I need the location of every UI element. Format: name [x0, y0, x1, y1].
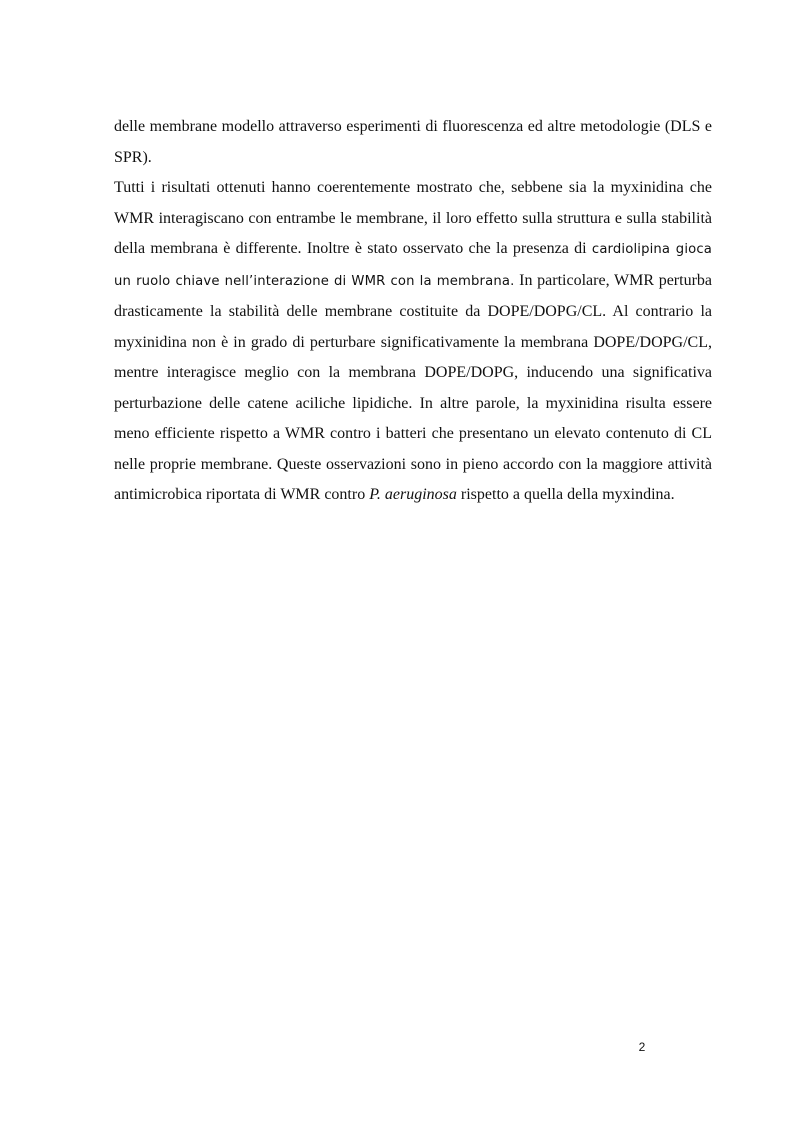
results-text-end: rispetto a quella della myxindina.	[456, 486, 675, 503]
species-name: P. aeruginosa	[369, 486, 457, 503]
results-text-start: Tutti i risultati ottenuti hanno coerentemente mostrato che, sebbene sia la myxinidina che WMR interagiscano con entrambe le membrane, il loro effetto sulla struttura e sulla stabilità della membrana è differente. Inoltre è stato osservato che la presenza di	[114, 179, 712, 257]
results-text-middle: In particolare, WMR perturba drasticamente la stabilità delle membrane costituite da DOPE/DOPG/CL. Al contrario la myxinidina non è in grado di perturbare significativamente la membrana DOPE/DOPG/CL, mentre interagisce meglio con la membrana DOPE/DOPG, inducendo una significativa perturbazione delle catene aciliche lipidiche. In altre parole, la myxinidina risulta essere meno efficiente rispetto a WMR contro i batteri che presentano un elevato contenuto di CL nelle proprie membrane. Queste osservazioni sono in pieno accordo con la maggiore attività antimicrobica riportata di WMR contro	[114, 271, 713, 503]
page-number: 2	[638, 1040, 646, 1054]
paragraph-continuation: delle membrane modello attraverso esperimenti di fluorescenza ed altre metodologie (DLS e SPR).	[114, 118, 712, 166]
body-text	[114, 112, 712, 511]
paragraph-results	[114, 173, 712, 511]
cardiolipin-sentence: cardiolipina gioca un ruolo chiave nell’interazione di WMR con la membrana.	[114, 242, 712, 289]
